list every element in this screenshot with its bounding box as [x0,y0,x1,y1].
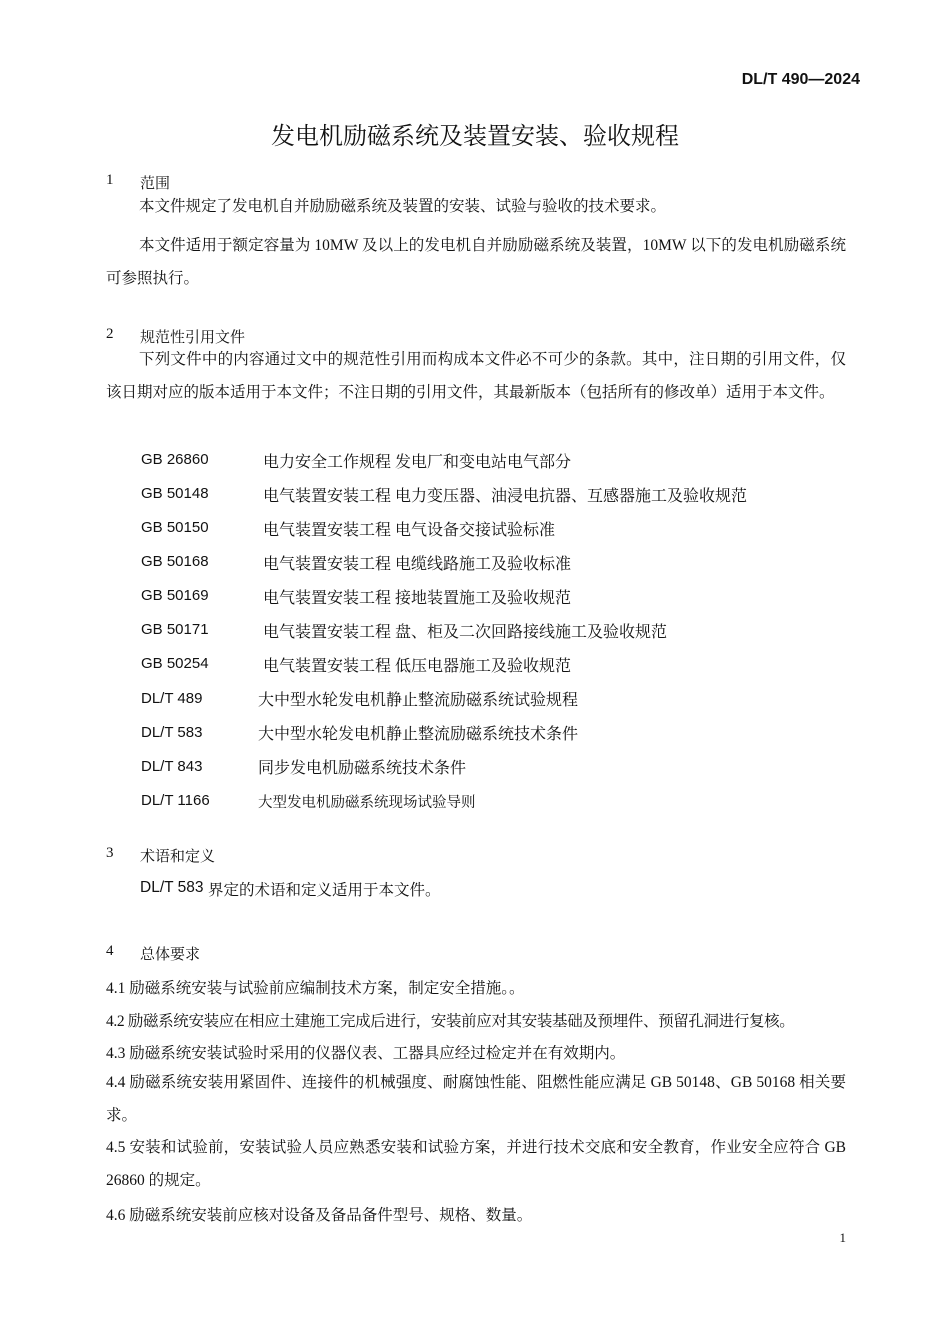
ref-name: 电气装置安装工程 电缆线路施工及验收标准 [263,556,572,573]
section-4-number: 4 [106,943,114,959]
ref-code: GB 50254 [141,655,209,672]
section-3-number: 3 [106,845,114,861]
document-id: DL/T 490—2024 [741,71,860,88]
ref-name: 电气装置安装工程 盘、柜及二次回路接线施工及验收规范 [263,624,668,641]
section-3-title: 术语和定义 [140,848,216,865]
ref-name: 大型发电机励磁系统现场试验导则 [258,795,476,811]
clause-4-5: 4.5 安装和试验前，安装试验人员应熟悉安装和试验方案，并进行技术交底和安全教育，作业安全应符合 GB 26860 的规定。 [106,1139,846,1189]
ref-name: 电气装置安装工程 电力变压器、油浸电抗器、互感器施工及验收规范 [263,488,748,505]
section-1-para-2: 本文件适用于额定容量为 10MW 及以上的发电机自并励励磁系统及装置，10MW 以下的发电机励磁系统可参照执行。 [106,237,846,287]
section-2-number: 2 [106,326,114,342]
page-number: 1 [839,1230,846,1245]
ref-code: DL/T 489 [141,690,203,707]
section-4-title: 总体要求 [140,946,201,963]
ref-code: GB 50150 [141,519,209,536]
page-title: 发电机励磁系统及装置安装、验收规程 [271,124,679,150]
clause-4-2: 4.2 励磁系统安装应在相应土建施工完成后进行，安装前应对其安装基础及预埋件、预留孔洞进行复核。 [106,1013,795,1030]
section-2-title: 规范性引用文件 [140,329,246,346]
ref-name: 电气装置安装工程 低压电器施工及验收规范 [263,658,572,675]
ref-code: DL/T 843 [141,758,203,775]
section-1-number: 1 [106,172,114,188]
clause-4-1: 4.1 励磁系统安装与试验前应编制技术方案，制定安全措施。。 [106,980,525,997]
section-3-ref-code: DL/T 583 [140,879,204,896]
ref-code: GB 26860 [141,451,209,468]
ref-name: 同步发电机励磁系统技术条件 [258,760,467,777]
clause-4-3: 4.3 励磁系统安装试验时采用的仪器仪表、工器具应经过检定并在有效期内。 [106,1045,626,1062]
ref-code: GB 50168 [141,553,209,570]
section-3-text: 界定的术语和定义适用于本文件。 [208,882,441,899]
ref-code: GB 50169 [141,587,209,604]
ref-name: 电气装置安装工程 接地装置施工及验收规范 [263,590,572,607]
ref-code: GB 50148 [141,485,209,502]
clause-4-4: 4.4 励磁系统安装用紧固件、连接件的机械强度、耐腐蚀性能、阻燃性能应满足 GB 50148、GB 50168 相关要求。 [106,1074,846,1124]
ref-name: 大中型水轮发电机静止整流励磁系统技术条件 [258,726,579,743]
section-2-para-1: 下列文件中的内容通过文中的规范性引用而构成本文件必不可少的条款。其中，注日期的引用文件，仅该日期对应的版本适用于本文件；不注日期的引用文件，其最新版本（包括所有的修改单）适用于本文件。 [106,351,846,401]
clause-4-6: 4.6 励磁系统安装前应核对设备及备品备件型号、规格、数量。 [106,1207,533,1224]
ref-code: DL/T 1166 [141,792,210,809]
ref-name: 电气装置安装工程 电气设备交接试验标准 [263,522,556,539]
ref-code: DL/T 583 [141,724,203,741]
ref-name: 大中型水轮发电机静止整流励磁系统试验规程 [258,692,579,709]
ref-name: 电力安全工作规程 发电厂和变电站电气部分 [263,454,572,471]
section-1-para-1: 本文件规定了发电机自并励励磁系统及装置的安装、试验与验收的技术要求。 [139,198,667,215]
ref-code: GB 50171 [141,621,209,638]
section-1-title: 范围 [140,175,171,192]
